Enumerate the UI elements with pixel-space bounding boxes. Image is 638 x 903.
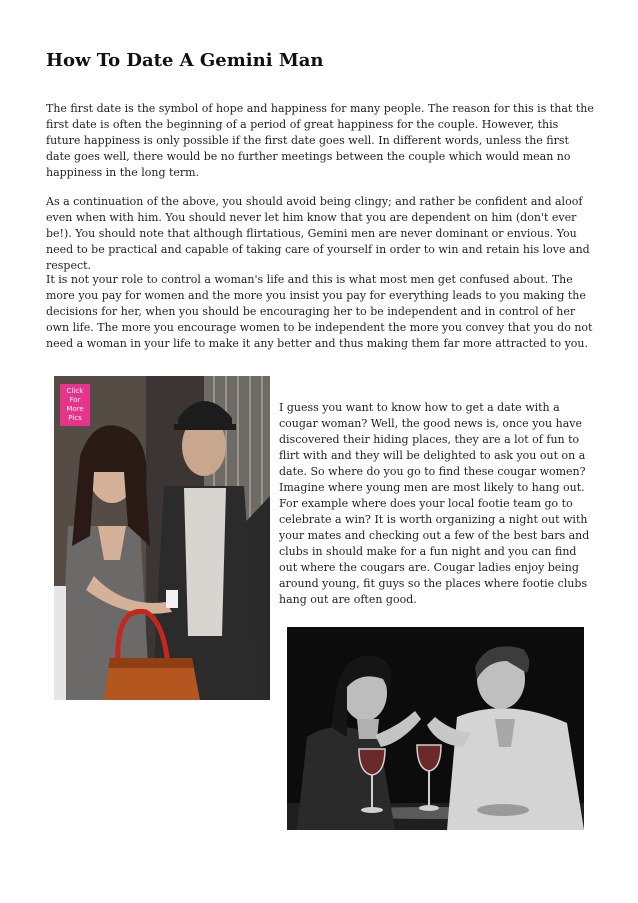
more-pics-badge[interactable] [60, 384, 90, 426]
badge-line: For [69, 396, 81, 404]
article-title: How To Date A Gemini Man [46, 50, 324, 71]
paragraph-1: The first date is the symbol of hope and happiness for many people. The reason for this is that the first date is often the beginning of a period of great happiness for the couple. However, this future happiness is only possible if the first date goes well. In different words, unless the first date goes well, there would be no further meetings between the couple which would mean no happiness in the long term. [46, 102, 594, 179]
paragraph-2: As a continuation of the above, you should avoid being clingy; and rather be confident and aloof even when with him. You should never let him know that you are dependent on him (don't ever be!). You should note that although flirtatious, Gemini men are never dominant or envious. You need to be practical and capable of taking care of yourself in order to win and retain his love and respect. [46, 195, 590, 272]
badge-line: Pics [68, 414, 82, 422]
badge-line: Click [66, 387, 84, 395]
side-paragraph: I guess you want to know how to get a date with a cougar woman? Well, the good news is, once you have discovered their hiding places, they are a lot of fun to flirt with and they will be delighted to ask you out on a date. So where do you go to find these cougar women? Imagine where young men are most likely to hang out. For example where does your local footie team go to celebrate a win? It is worth organizing a night out with your mates and checking out a few of the best bars and clubs in should make for a fun night and you can find out where the cougars are. Cougar ladies enjoy being around young, fit guys so the places where footie clubs hang out are often good. [279, 401, 590, 606]
couple-bar-photo [287, 627, 584, 830]
badge-line: More [66, 405, 84, 413]
couple-street-photo [54, 376, 270, 700]
paragraph-3: It is not your role to control a woman's life and this is what most men get confused about. The more you pay for women and the more you insist you pay for everything leads to you making the decisions for her, when you should be encouraging her to be independent and in control of her own life. The more you encourage women to be independent the more you convey that you do not need a woman in your life to make it any better and thus making them far more attracted to you. [46, 273, 593, 350]
